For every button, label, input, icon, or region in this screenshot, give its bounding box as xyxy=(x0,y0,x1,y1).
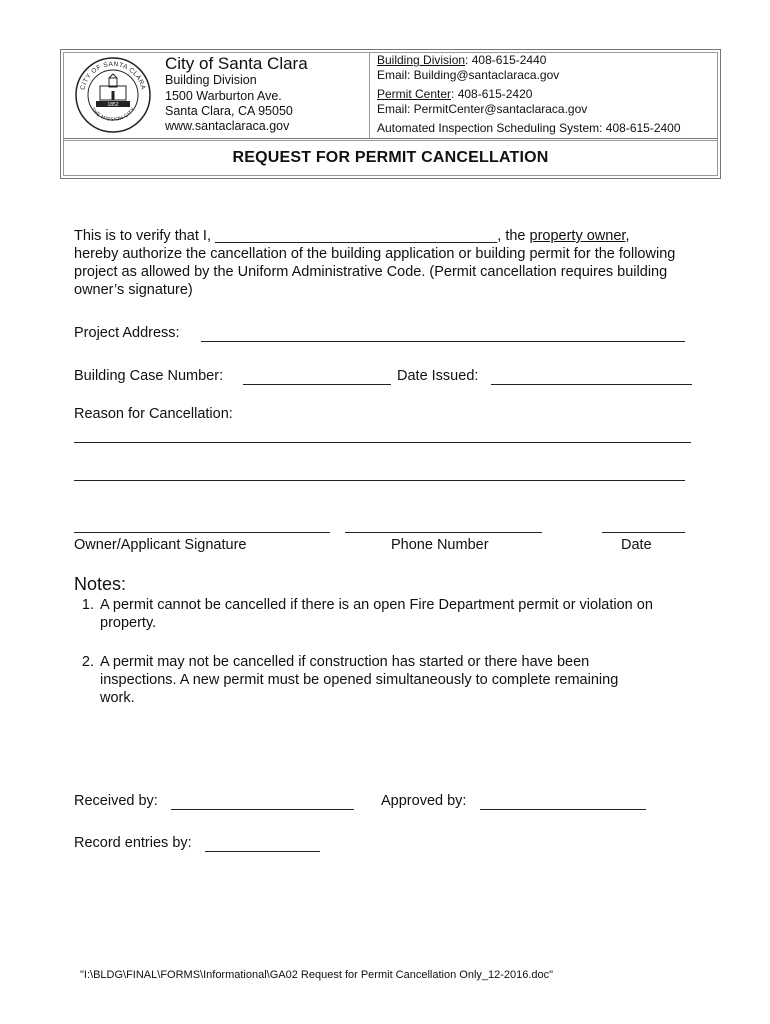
street-address: 1500 Warburton Ave. xyxy=(165,89,282,103)
city-state-zip: Santa Clara, CA 95050 xyxy=(165,104,293,118)
inspection-line: Automated Inspection Scheduling System: 408-615-2400 xyxy=(377,121,681,135)
footer-file-path: "I:\BLDG\FINAL\FORMS\Informational\GA02 Request for Permit Cancellation Only_12-2016.doc" xyxy=(80,969,554,981)
received-by-line[interactable] xyxy=(171,809,354,810)
reason-line-1[interactable] xyxy=(74,442,691,443)
note-text-line: inspections. A new permit must be opened simultaneously to complete remaining xyxy=(100,672,619,688)
owner-signature-label: Owner/Applicant Signature xyxy=(74,537,247,553)
date-label: Date xyxy=(621,537,652,553)
notes-heading: Notes: xyxy=(74,574,127,594)
form-title: REQUEST FOR PERMIT CANCELLATION xyxy=(232,149,549,166)
date-issued-label: Date Issued: xyxy=(397,368,479,384)
owner-name-blank[interactable]: ___________________________________ xyxy=(215,228,498,244)
note-text-line: property. xyxy=(100,615,157,631)
phone-number-label: Phone Number xyxy=(391,537,489,553)
note-text-line: work. xyxy=(100,690,135,706)
header-column-divider xyxy=(369,52,370,138)
record-entries-by-line[interactable] xyxy=(205,851,320,852)
owner-signature-line[interactable] xyxy=(74,532,330,533)
record-entries-by-label: Record entries by: xyxy=(74,835,192,851)
note-text-line: A permit may not be cancelled if construction has started or there have been xyxy=(100,654,590,670)
building-case-number-line[interactable] xyxy=(243,384,391,385)
verify-suffix: , xyxy=(625,228,630,244)
permit-center-label: Permit Center xyxy=(377,87,452,101)
city-name: City of Santa Clara xyxy=(165,54,308,73)
seal-ring-top: CITY OF SANTA CLARA xyxy=(79,60,147,91)
city-seal-logo xyxy=(74,56,152,134)
reason-label: Reason for Cancellation: xyxy=(74,406,233,422)
building-email: Email: Building@santaclaraca.gov xyxy=(377,68,560,82)
project-address-line[interactable] xyxy=(201,341,685,342)
verify-prefix: This is to verify that I, xyxy=(74,228,216,244)
note-number: 2. xyxy=(81,654,94,670)
building-division-label: Building Division xyxy=(377,53,466,67)
website: www.santaclaraca.gov xyxy=(165,119,290,133)
building-division-phone: : 408-615-2440 xyxy=(465,53,547,67)
building-case-number-label: Building Case Number: xyxy=(74,368,224,384)
project-address-label: Project Address: xyxy=(74,325,180,341)
date-line[interactable] xyxy=(602,532,685,533)
note-text-line: A permit cannot be cancelled if there is an open Fire Department permit or violation on xyxy=(100,597,653,613)
property-owner-text: property owner xyxy=(529,228,626,244)
permit-email: Email: PermitCenter@santaclaraca.gov xyxy=(377,102,588,116)
permit-center-contact xyxy=(377,87,532,102)
header-divider-inner xyxy=(63,140,718,141)
header-divider xyxy=(63,138,718,139)
phone-number-line[interactable] xyxy=(345,532,542,533)
seal-year: 1852 xyxy=(107,102,119,108)
division-name: Building Division xyxy=(165,73,257,87)
verify-rest: hereby authorize the cancellation of the building application or building permit for the following project as allowed by the Uniform Administrative Code. (Permit cancellation requires building owner’s signature) xyxy=(74,246,676,298)
note-item xyxy=(74,596,714,632)
seal-ring-bottom: THE MISSION CITY xyxy=(89,106,137,123)
received-by-label: Received by: xyxy=(74,793,158,809)
permit-center-phone: : 408-615-2420 xyxy=(451,87,533,101)
reason-line-2[interactable] xyxy=(74,480,685,481)
note-number: 1. xyxy=(81,597,94,613)
verification-paragraph xyxy=(74,227,704,299)
date-issued-line[interactable] xyxy=(491,384,692,385)
approved-by-line[interactable] xyxy=(480,809,646,810)
building-division-contact xyxy=(377,53,546,68)
verify-middle: , the xyxy=(497,228,530,244)
note-item xyxy=(74,653,714,707)
approved-by-label: Approved by: xyxy=(381,793,467,809)
svg-text:THE MISSION CITY xyxy=(89,106,136,123)
